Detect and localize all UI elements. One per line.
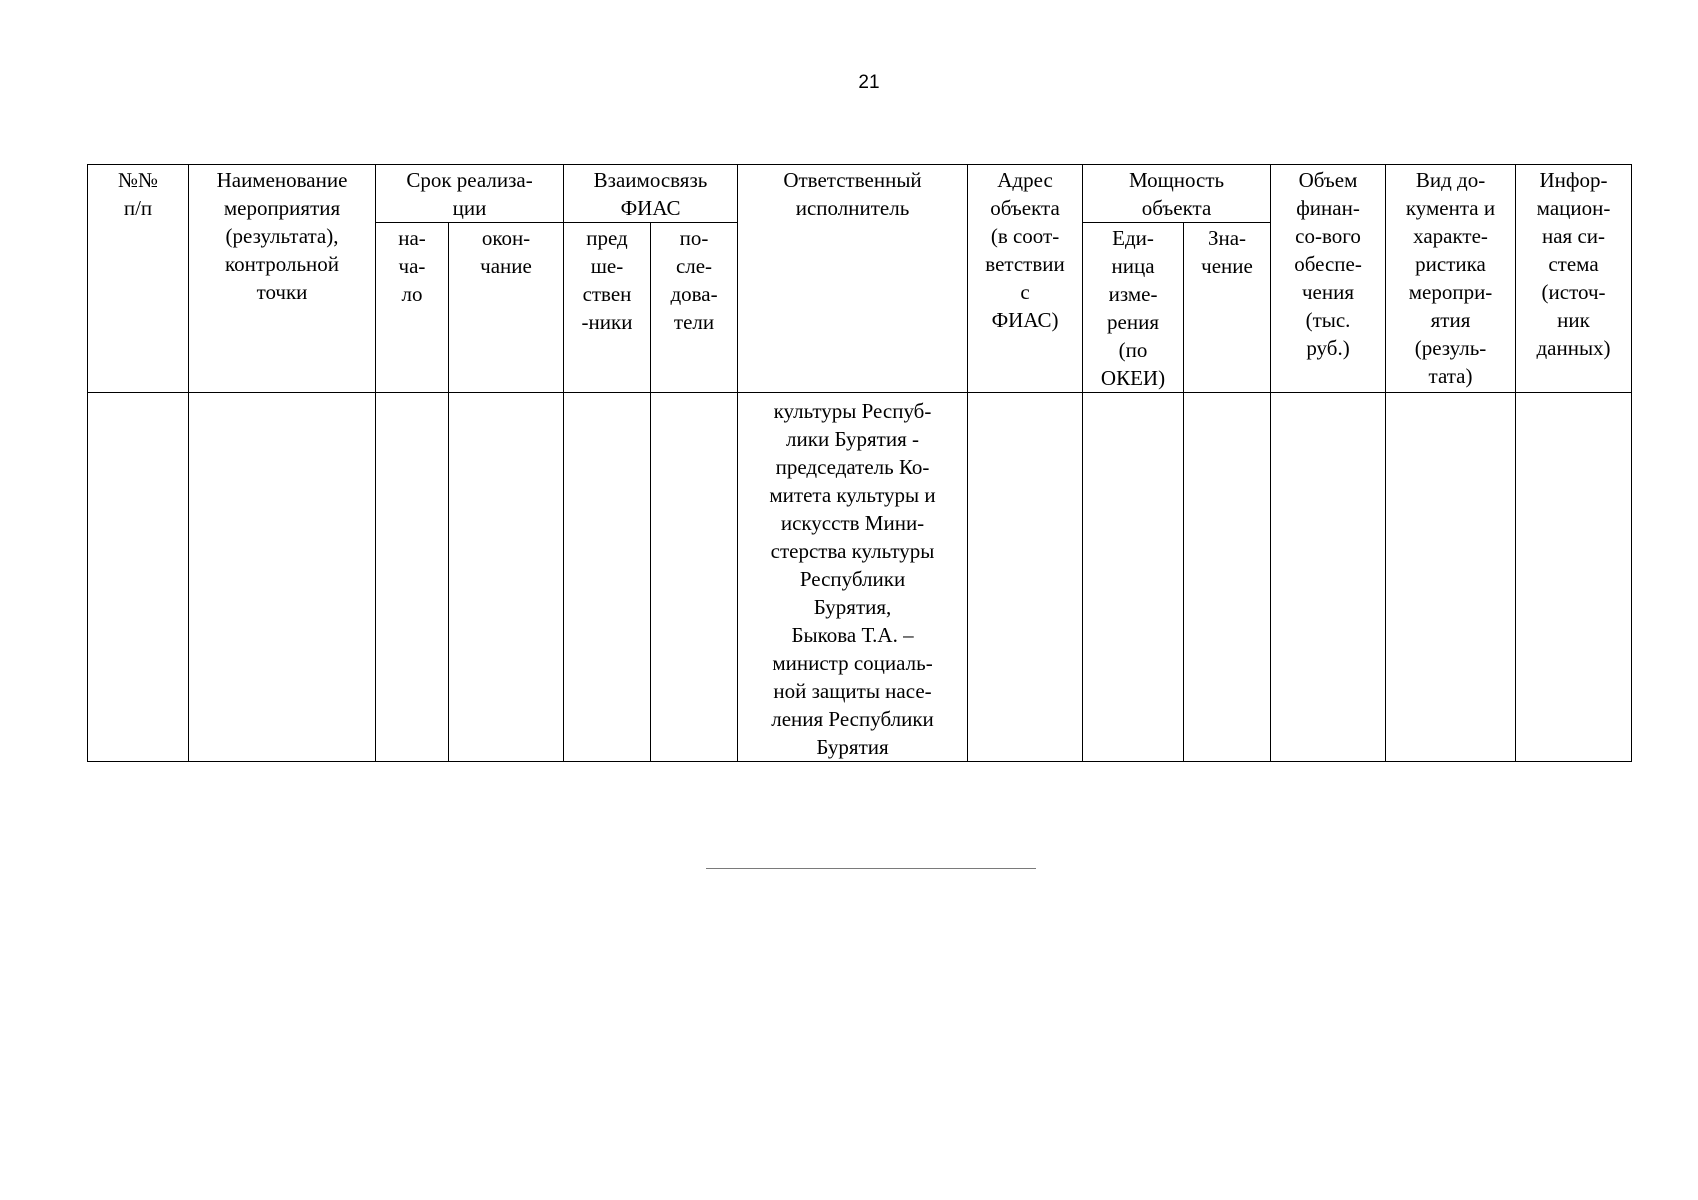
header-responsible: Ответственный исполнитель bbox=[738, 165, 968, 393]
cell-info-system bbox=[1516, 393, 1632, 762]
cell-capacity-value bbox=[1184, 393, 1271, 762]
cell-fias-next bbox=[651, 393, 738, 762]
header-term-start: на- ча- ло bbox=[376, 223, 449, 393]
cell-finance bbox=[1271, 393, 1386, 762]
events-table bbox=[87, 164, 1632, 762]
header-info-system: Инфор- мацион- ная си- стема (источ- ник данных) bbox=[1516, 165, 1632, 393]
cell-capacity-unit bbox=[1083, 393, 1184, 762]
header-name: Наименование мероприятия (результата), контрольной точки bbox=[189, 165, 376, 393]
cell-fias-pred bbox=[564, 393, 651, 762]
page-number: 21 bbox=[858, 72, 880, 93]
header-capacity-unit: Еди- ница изме- рения (по ОКЕИ) bbox=[1083, 223, 1184, 393]
header-term: Срок реализа- ции bbox=[376, 165, 564, 223]
cell-name bbox=[189, 393, 376, 762]
cell-doc-type bbox=[1386, 393, 1516, 762]
header-fias-next: по- сле- дова- тели bbox=[651, 223, 738, 393]
header-finance: Объем финан- со-вого обеспе- чения (тыс. руб.) bbox=[1271, 165, 1386, 393]
cell-responsible: культуры Респуб- лики Бурятия - председатель Ко- митета культуры и искусств Мини- стерства культуры Республики Бурятия, Быкова Т.А. – министр социаль- ной защиты насе- ления Республики Бурятия bbox=[738, 393, 968, 762]
footer-divider bbox=[706, 868, 1036, 869]
header-address: Адрес объекта (в соот- ветствии с ФИАС) bbox=[968, 165, 1083, 393]
header-fias-pred: пред ше- ствен -ники bbox=[564, 223, 651, 393]
header-doc-type: Вид до- кумента и характе- ристика меропри- ятия (резуль- тата) bbox=[1386, 165, 1516, 393]
cell-address bbox=[968, 393, 1083, 762]
header-num: №№ п/п bbox=[88, 165, 189, 393]
table-row bbox=[88, 393, 1632, 762]
header-fias-link: Взаимосвязь ФИАС bbox=[564, 165, 738, 223]
cell-term-start bbox=[376, 393, 449, 762]
header-term-end: окон- чание bbox=[449, 223, 564, 393]
header-capacity: Мощность объекта bbox=[1083, 165, 1271, 223]
cell-term-end bbox=[449, 393, 564, 762]
header-capacity-value: Зна- чение bbox=[1184, 223, 1271, 393]
cell-num bbox=[88, 393, 189, 762]
